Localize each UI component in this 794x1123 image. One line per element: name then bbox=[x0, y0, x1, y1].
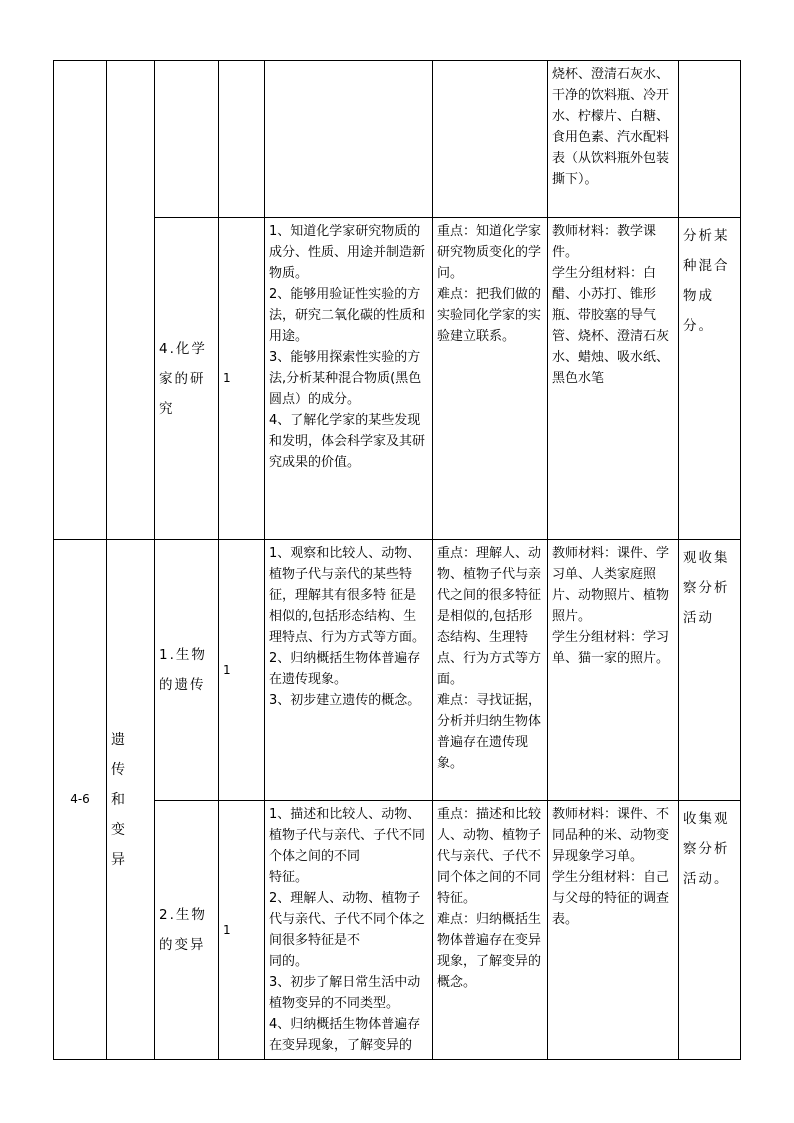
keypoints-cell: 重点：描述和比较人、动物、植物子代与亲代、子代不同个体之间的不同特征。 难点：归纳概括生物体普遍存在变异现象，了解变异的概念。 bbox=[433, 801, 548, 1060]
keypoints-cell bbox=[433, 61, 548, 218]
table-row bbox=[54, 218, 741, 540]
objectives-cell: 1、观察和比较人、动物、植物子代与亲代的某些特征，理解其有很多特 征是相似的,包括形态结构、生理特点、行为方式等方面。 2、归纳概括生物体普遍存在遗传现象。 3、初步建立遗传的概念。 bbox=[265, 540, 433, 801]
materials-cell: 教师材料：课件、不同品种的米、动物变异现象学习单。 学生分组材料：自己与父母的特征的调查表。 bbox=[548, 801, 679, 1060]
hours-cell: 1 bbox=[219, 218, 265, 540]
activity-cell bbox=[679, 61, 741, 218]
activity-cell: 分析某种混合物成分。 bbox=[679, 218, 741, 540]
hours-cell: 1 bbox=[219, 540, 265, 801]
lesson-cell: 2.生物的变异 bbox=[155, 801, 219, 1060]
lesson-plan-table bbox=[53, 60, 741, 1060]
lesson-cell: 1.生物的遗传 bbox=[155, 540, 219, 801]
weeks-cell: 4-6 bbox=[54, 540, 107, 1060]
activity-cell: 收集观察分析活动。 bbox=[679, 801, 741, 1060]
table-row bbox=[54, 801, 741, 1060]
table-row bbox=[54, 61, 741, 218]
keypoints-cell: 重点：知道化学家研究物质变化的学问。 难点：把我们做的实验同化学家的实验建立联系。 bbox=[433, 218, 548, 540]
materials-cell: 烧杯、澄清石灰水、干净的饮料瓶、冷开水、柠檬片、白糖、食用色素、汽水配料表（从饮料瓶外包装撕下）。 bbox=[548, 61, 679, 218]
activity-cell: 观收集察分析活动 bbox=[679, 540, 741, 801]
materials-cell: 教师材料：课件、学习单、人类家庭照片、动物照片、植物照片。 学生分组材料：学习单、猫一家的照片。 bbox=[548, 540, 679, 801]
weeks-cell-continued bbox=[54, 61, 107, 540]
objectives-cell bbox=[265, 61, 433, 218]
hours-cell: 1 bbox=[219, 801, 265, 1060]
objectives-cell: 1、描述和比较人、动物、植物子代与亲代、子代不同个体之间的不同 特征。 2、理解人、动物、植物子代与亲代、子代不同个体之间很多特征是不 同的。 3、初步了解日常生活中动植物变异的不同类型。 4、归纳概括生物体普遍存在变异现象，了解变异的 bbox=[265, 801, 433, 1060]
unit-cell: 遗传和变异 bbox=[107, 540, 155, 1060]
unit-cell-continued bbox=[107, 61, 155, 540]
objectives-cell: 1、知道化学家研究物质的成分、性质、用途并制造新物质。 2、能够用验证性实验的方法，研究二氧化碳的性质和用途。 3、能够用探索性实验的方法,分析某种混合物质(黑色圆点）的成分。 4、了解化学家的某些发现和发明，体会科学家及其研究成果的价值。 bbox=[265, 218, 433, 540]
lesson-cell: 4.化学家的研究 bbox=[155, 218, 219, 540]
keypoints-cell: 重点：理解人、动物、植物子代与亲代之间的很多特征是相似的,包括形态结构、生理特点、行为方式等方面。 难点：寻找证据，分析并归纳生物体普遍存在遗传现象。 bbox=[433, 540, 548, 801]
lesson-cell bbox=[155, 61, 219, 218]
materials-cell: 教师材料：教学课件。 学生分组材料：白醋、小苏打、锥形瓶、带胶塞的导气管、烧杯、澄清石灰水、蜡烛、吸水纸、黑色水笔 bbox=[548, 218, 679, 540]
table-row bbox=[54, 540, 741, 801]
hours-cell bbox=[219, 61, 265, 218]
